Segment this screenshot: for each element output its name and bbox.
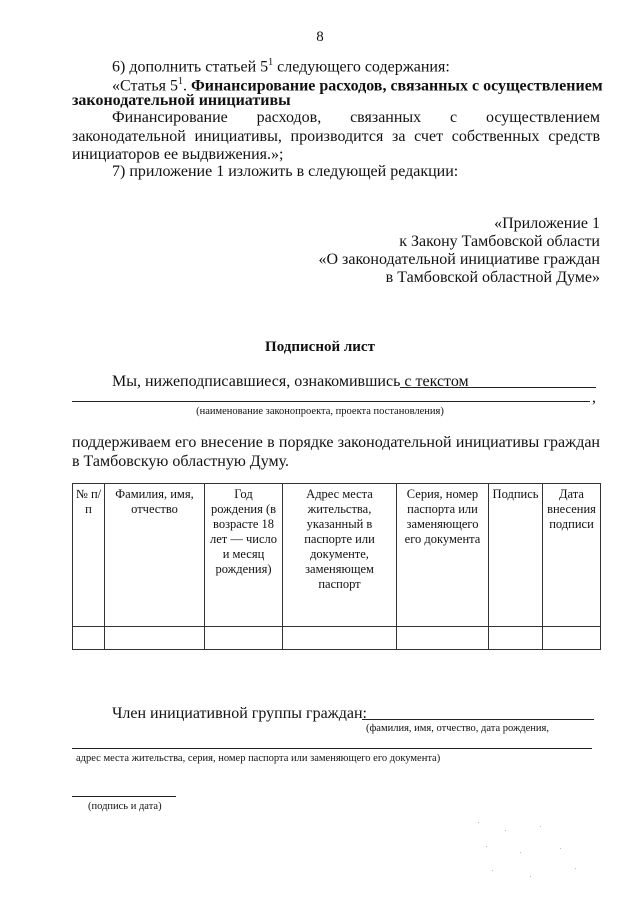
hint-address: адрес места жительства, серия, номер паспорта или заменяющего его документа)	[76, 753, 441, 764]
paragraph-line-3: инициаторов ее выдвижения.»;	[72, 146, 284, 163]
table-cell[interactable]	[205, 627, 283, 650]
table-cell[interactable]	[489, 627, 543, 650]
table-cell[interactable]	[283, 627, 397, 650]
article-open: «Статья 5	[112, 77, 178, 95]
signature-table	[72, 483, 601, 650]
table-header: № п/п	[73, 484, 105, 627]
para-word: осуществлением	[485, 109, 600, 126]
article-sup: 1	[177, 76, 183, 87]
table-header: Адрес места жительства, указанный в паспорте или документе, заменяющем паспорт	[283, 484, 397, 627]
comma: ,	[592, 389, 596, 406]
para-word: с	[450, 109, 458, 126]
para-word: связанных	[350, 109, 422, 126]
intro-text: Мы, нижеподписавшиеся, ознакомившись с текстом	[112, 373, 469, 390]
bill-title-blank-2[interactable]	[72, 401, 590, 402]
member-address-blank[interactable]	[72, 748, 592, 749]
appendix-line-4: в Тамбовской областной Думе»	[385, 269, 600, 286]
page-number: 8	[316, 29, 324, 45]
item-6-text: 6) дополнить статьей 5	[112, 58, 269, 76]
item-7: 7) приложение 1 изложить в следующей редакции:	[112, 163, 459, 180]
article-title-1: Финансирование расходов, связанных с осуществлением	[190, 77, 603, 95]
support-line-2: в Тамбовскую областную Думу.	[72, 453, 290, 470]
item-6-tail: следующего содержания:	[273, 58, 450, 76]
table-header: Фамилия, имя, отчество	[105, 484, 205, 627]
table-header: Год рождения (в возрасте 18 лет — число и месяц рождения)	[205, 484, 283, 627]
article-dot: .	[182, 77, 191, 95]
paragraph-line-1	[112, 108, 600, 127]
table-header: Дата внесения подписи	[543, 484, 601, 627]
member-blank[interactable]	[362, 719, 594, 720]
article-title-2: законодательной инициативы	[72, 92, 291, 109]
table-header-row	[73, 484, 601, 627]
table-cell[interactable]	[105, 627, 205, 650]
appendix-line-1: «Приложение 1	[494, 215, 600, 232]
para-word: Финансирование	[112, 109, 228, 126]
hint-bill: (наименование законопроекта, проекта постановления)	[196, 406, 444, 417]
item-6-sup: 1	[268, 57, 274, 68]
form-title: Подписной лист	[265, 339, 375, 355]
appendix-line-2: к Закону Тамбовской области	[399, 233, 600, 250]
table-header: Серия, номер паспорта или заменяющего его документа	[397, 484, 489, 627]
support-line-1: поддерживаем его внесение в порядке законодательной инициативы граждан	[72, 434, 600, 451]
member-label: Член инициативной группы граждан:	[112, 705, 367, 722]
para-word: расходов,	[256, 109, 322, 126]
table-cell[interactable]	[73, 627, 105, 650]
table-header: Подпись	[489, 484, 543, 627]
table-cell[interactable]	[397, 627, 489, 650]
signature-blank[interactable]	[72, 796, 176, 797]
appendix-line-3: «О законодательной инициативе граждан	[318, 251, 600, 268]
hint-member: (фамилия, имя, отчество, дата рождения,	[366, 723, 549, 734]
table-row	[73, 627, 601, 650]
paragraph-line-2: законодательной инициативы, производится за счет собственных средств	[72, 128, 600, 145]
bill-title-blank[interactable]	[400, 387, 596, 388]
hint-signature: (подпись и дата)	[88, 801, 162, 812]
table-cell[interactable]	[543, 627, 601, 650]
